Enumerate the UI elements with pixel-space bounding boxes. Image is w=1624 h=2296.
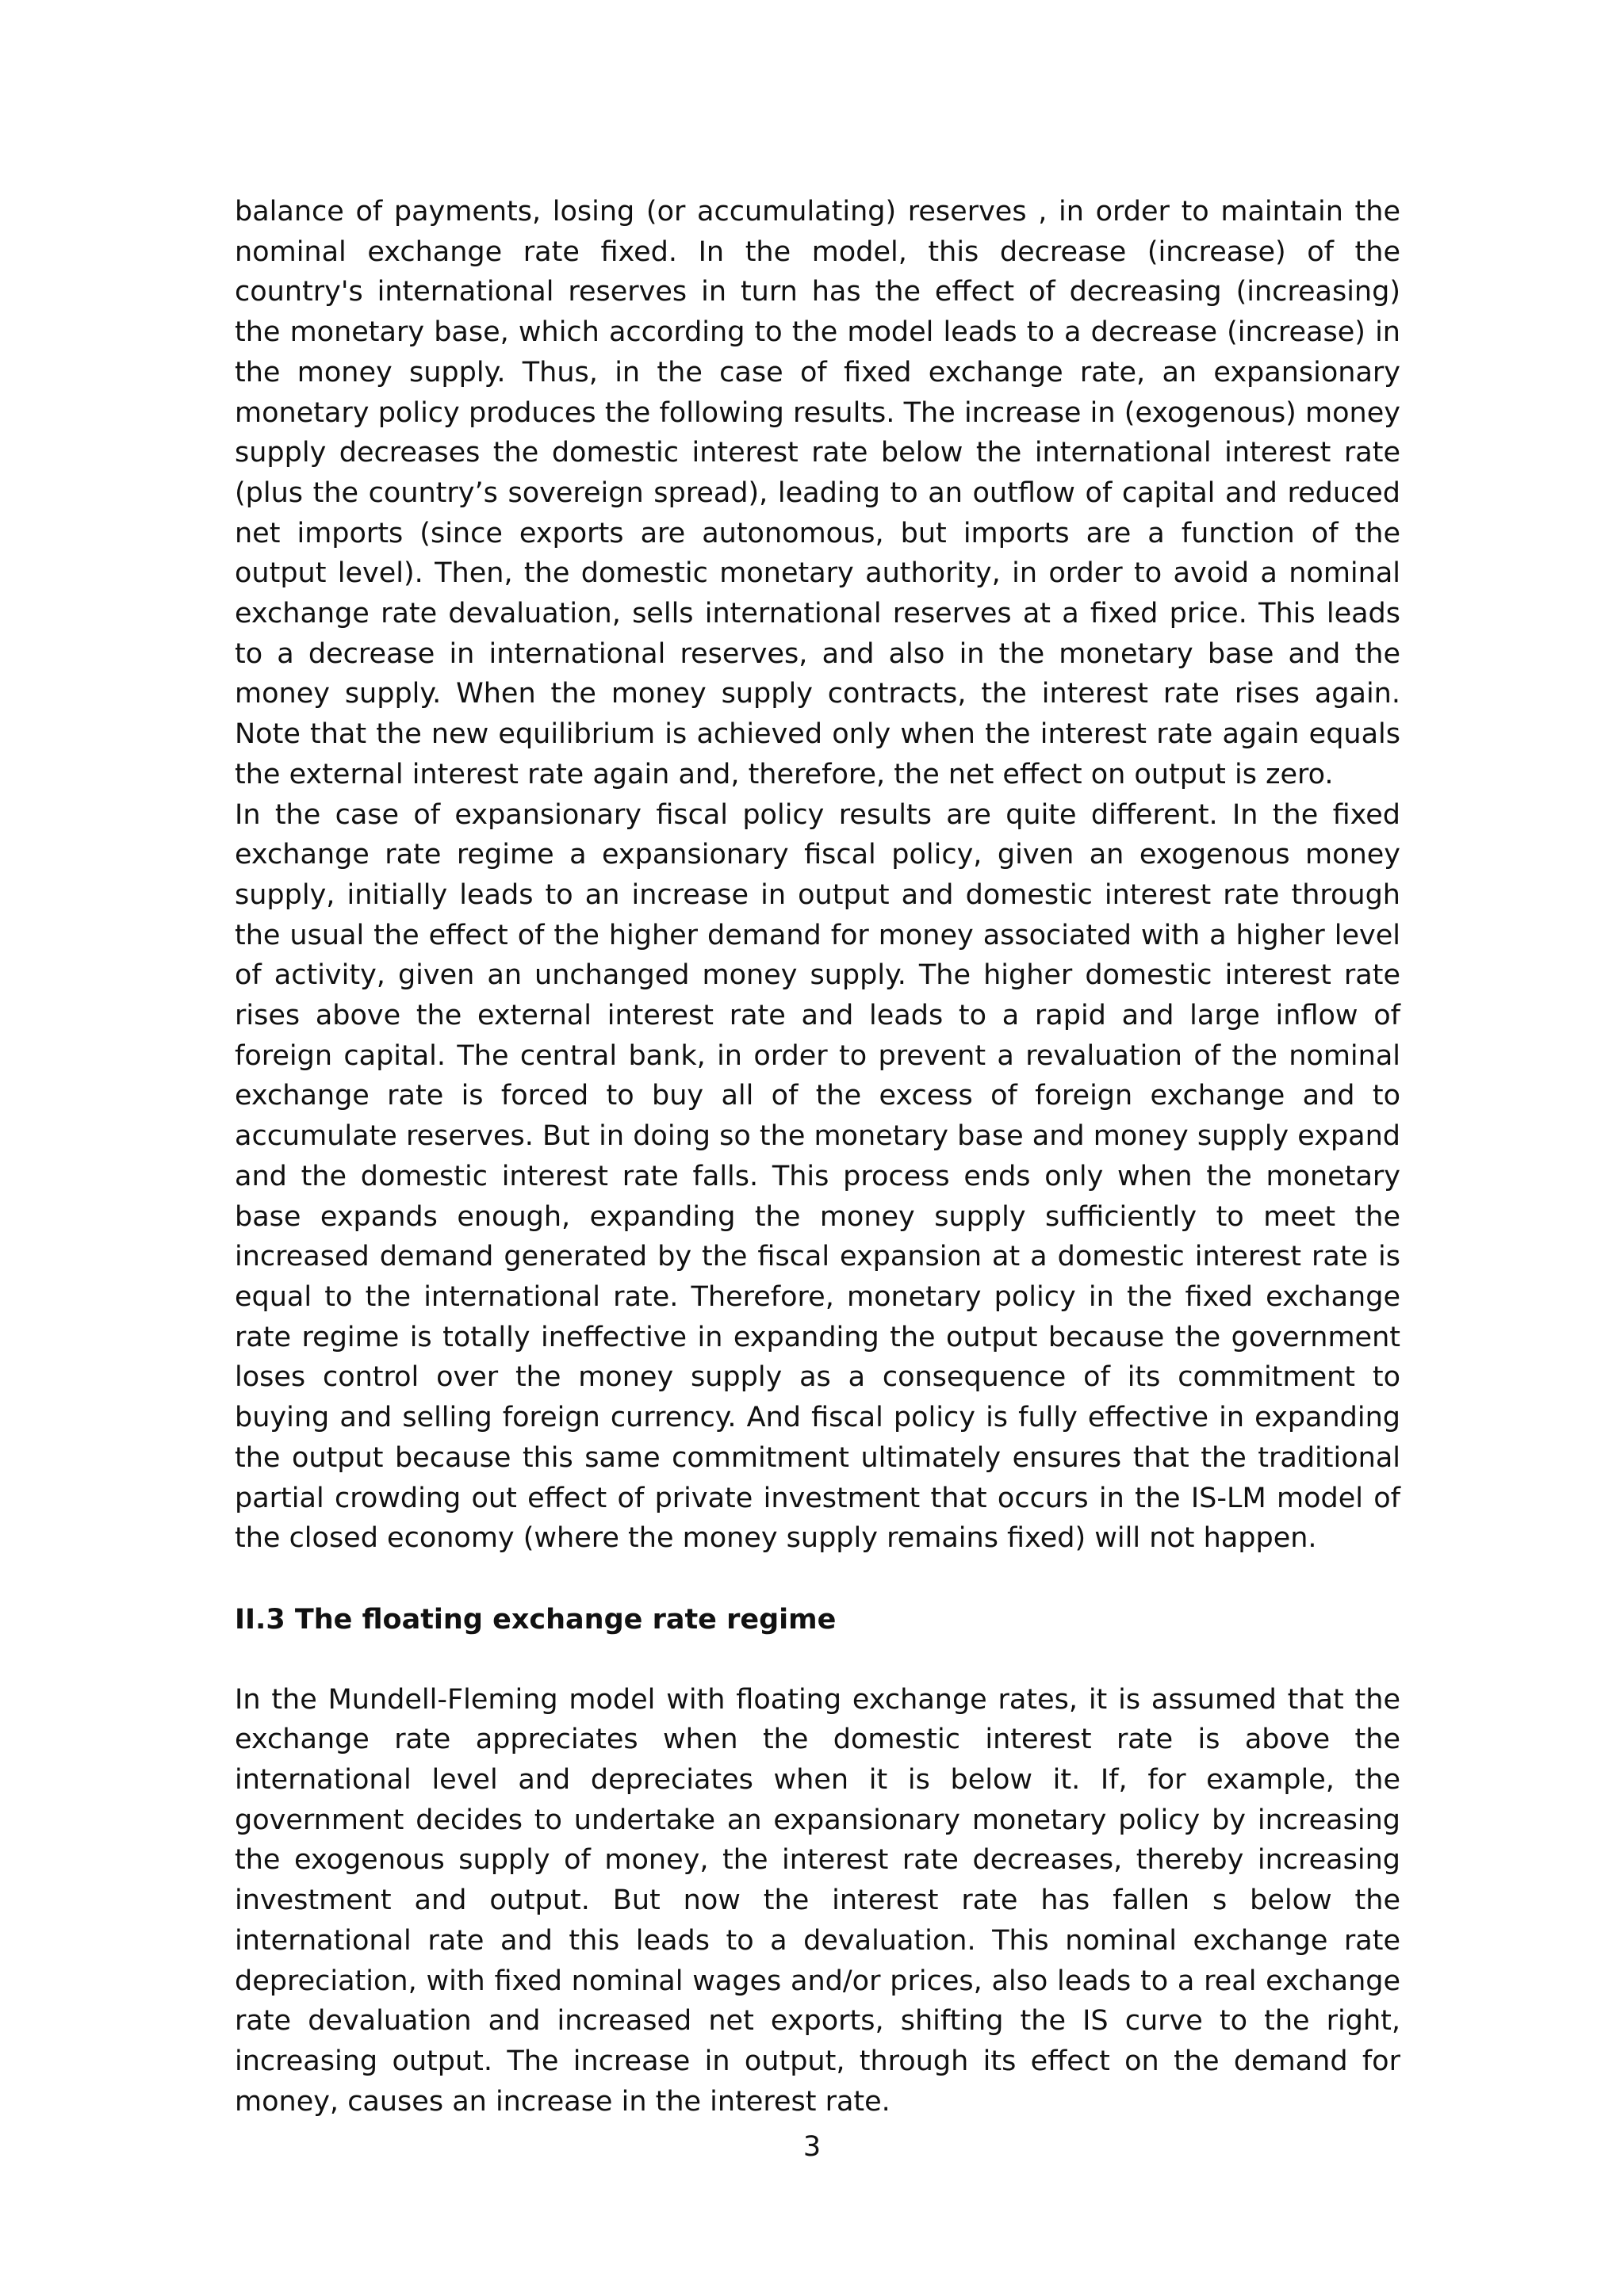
page-body <box>235 192 1400 2122</box>
paragraph-fixed-rate-monetary: balance of payments, losing (or accumulating) reserves , in order to maintain the nominal exchange rate fixed. In the model, this decrease (increase) of the country's international reserves in turn has the effect of decreasing (increasing) the monetary base, which according to the model leads to a decrease (increase) in the money supply. Thus, in the case of fixed exchange rate, an expansionary monetary policy produces the following results. The increase in (exogenous) money supply decreases the domestic interest rate below the international interest rate (plus the country’s sovereign spread), leading to an outflow of capital and reduced net imports (since exports are autonomous, but imports are a function of the output level). Then, the domestic monetary authority, in order to avoid a nominal exchange rate devaluation, sells international reserves at a fixed price. This leads to a decrease in international reserves, and also in the monetary base and the money supply. When the money supply contracts, the interest rate rises again. Note that the new equilibrium is achieved only when the interest rate again equals the external interest rate again and, therefore, the net effect on output is zero. <box>235 196 1400 790</box>
paragraph-fixed-rate-fiscal: In the case of expansionary fiscal policy results are quite different. In the fixed exchange rate regime a expansionary fiscal policy, given an exogenous money supply, initially leads to an increase in output and domestic interest rate through the usual the effect of the higher demand for money associated with a higher level of activity, given an unchanged money supply. The higher domestic interest rate rises above the external interest rate and leads to a rapid and large inflow of foreign capital. The central bank, in order to prevent a revaluation of the nominal exchange rate is forced to buy all of the excess of foreign exchange and to accumulate reserves. But in doing so the monetary base and money supply expand and the domestic interest rate falls. This process ends only when the monetary base expands enough, expanding the money supply sufficiently to meet the increased demand generated by the fiscal expansion at a domestic interest rate is equal to the international rate. Therefore, monetary policy in the fixed exchange rate regime is totally ineffective in expanding the output because the government loses control over the money supply as a consequence of its commitment to buying and selling foreign currency. And fiscal policy is fully effective in expanding the output because this same commitment ultimately ensures that the traditional partial crowding out effect of private investment that occurs in the IS-LM model of the closed economy (where the money supply remains fixed) will not happen. <box>235 798 1400 1555</box>
section-heading: II.3 The floating exchange rate regime <box>235 1603 837 1636</box>
paragraph-floating-rate: In the Mundell-Fleming model with floating exchange rates, it is assumed that the exchange rate appreciates when the domestic interest rate is above the international level and depreciates when it is below it. If, for example, the government decides to undertake an expansionary monetary policy by increasing the exogenous supply of money, the interest rate decreases, thereby increasing investment and output. But now the interest rate has fallen s below the international rate and this leads to a devaluation. This nominal exchange rate depreciation, with fixed nominal wages and/or prices, also leads to a real exchange rate devaluation and increased net exports, shifting the IS curve to the right, increasing output. The increase in output, through its effect on the demand for money, causes an increase in the interest rate. <box>235 1683 1400 2118</box>
page-number: 3 <box>802 2131 822 2163</box>
